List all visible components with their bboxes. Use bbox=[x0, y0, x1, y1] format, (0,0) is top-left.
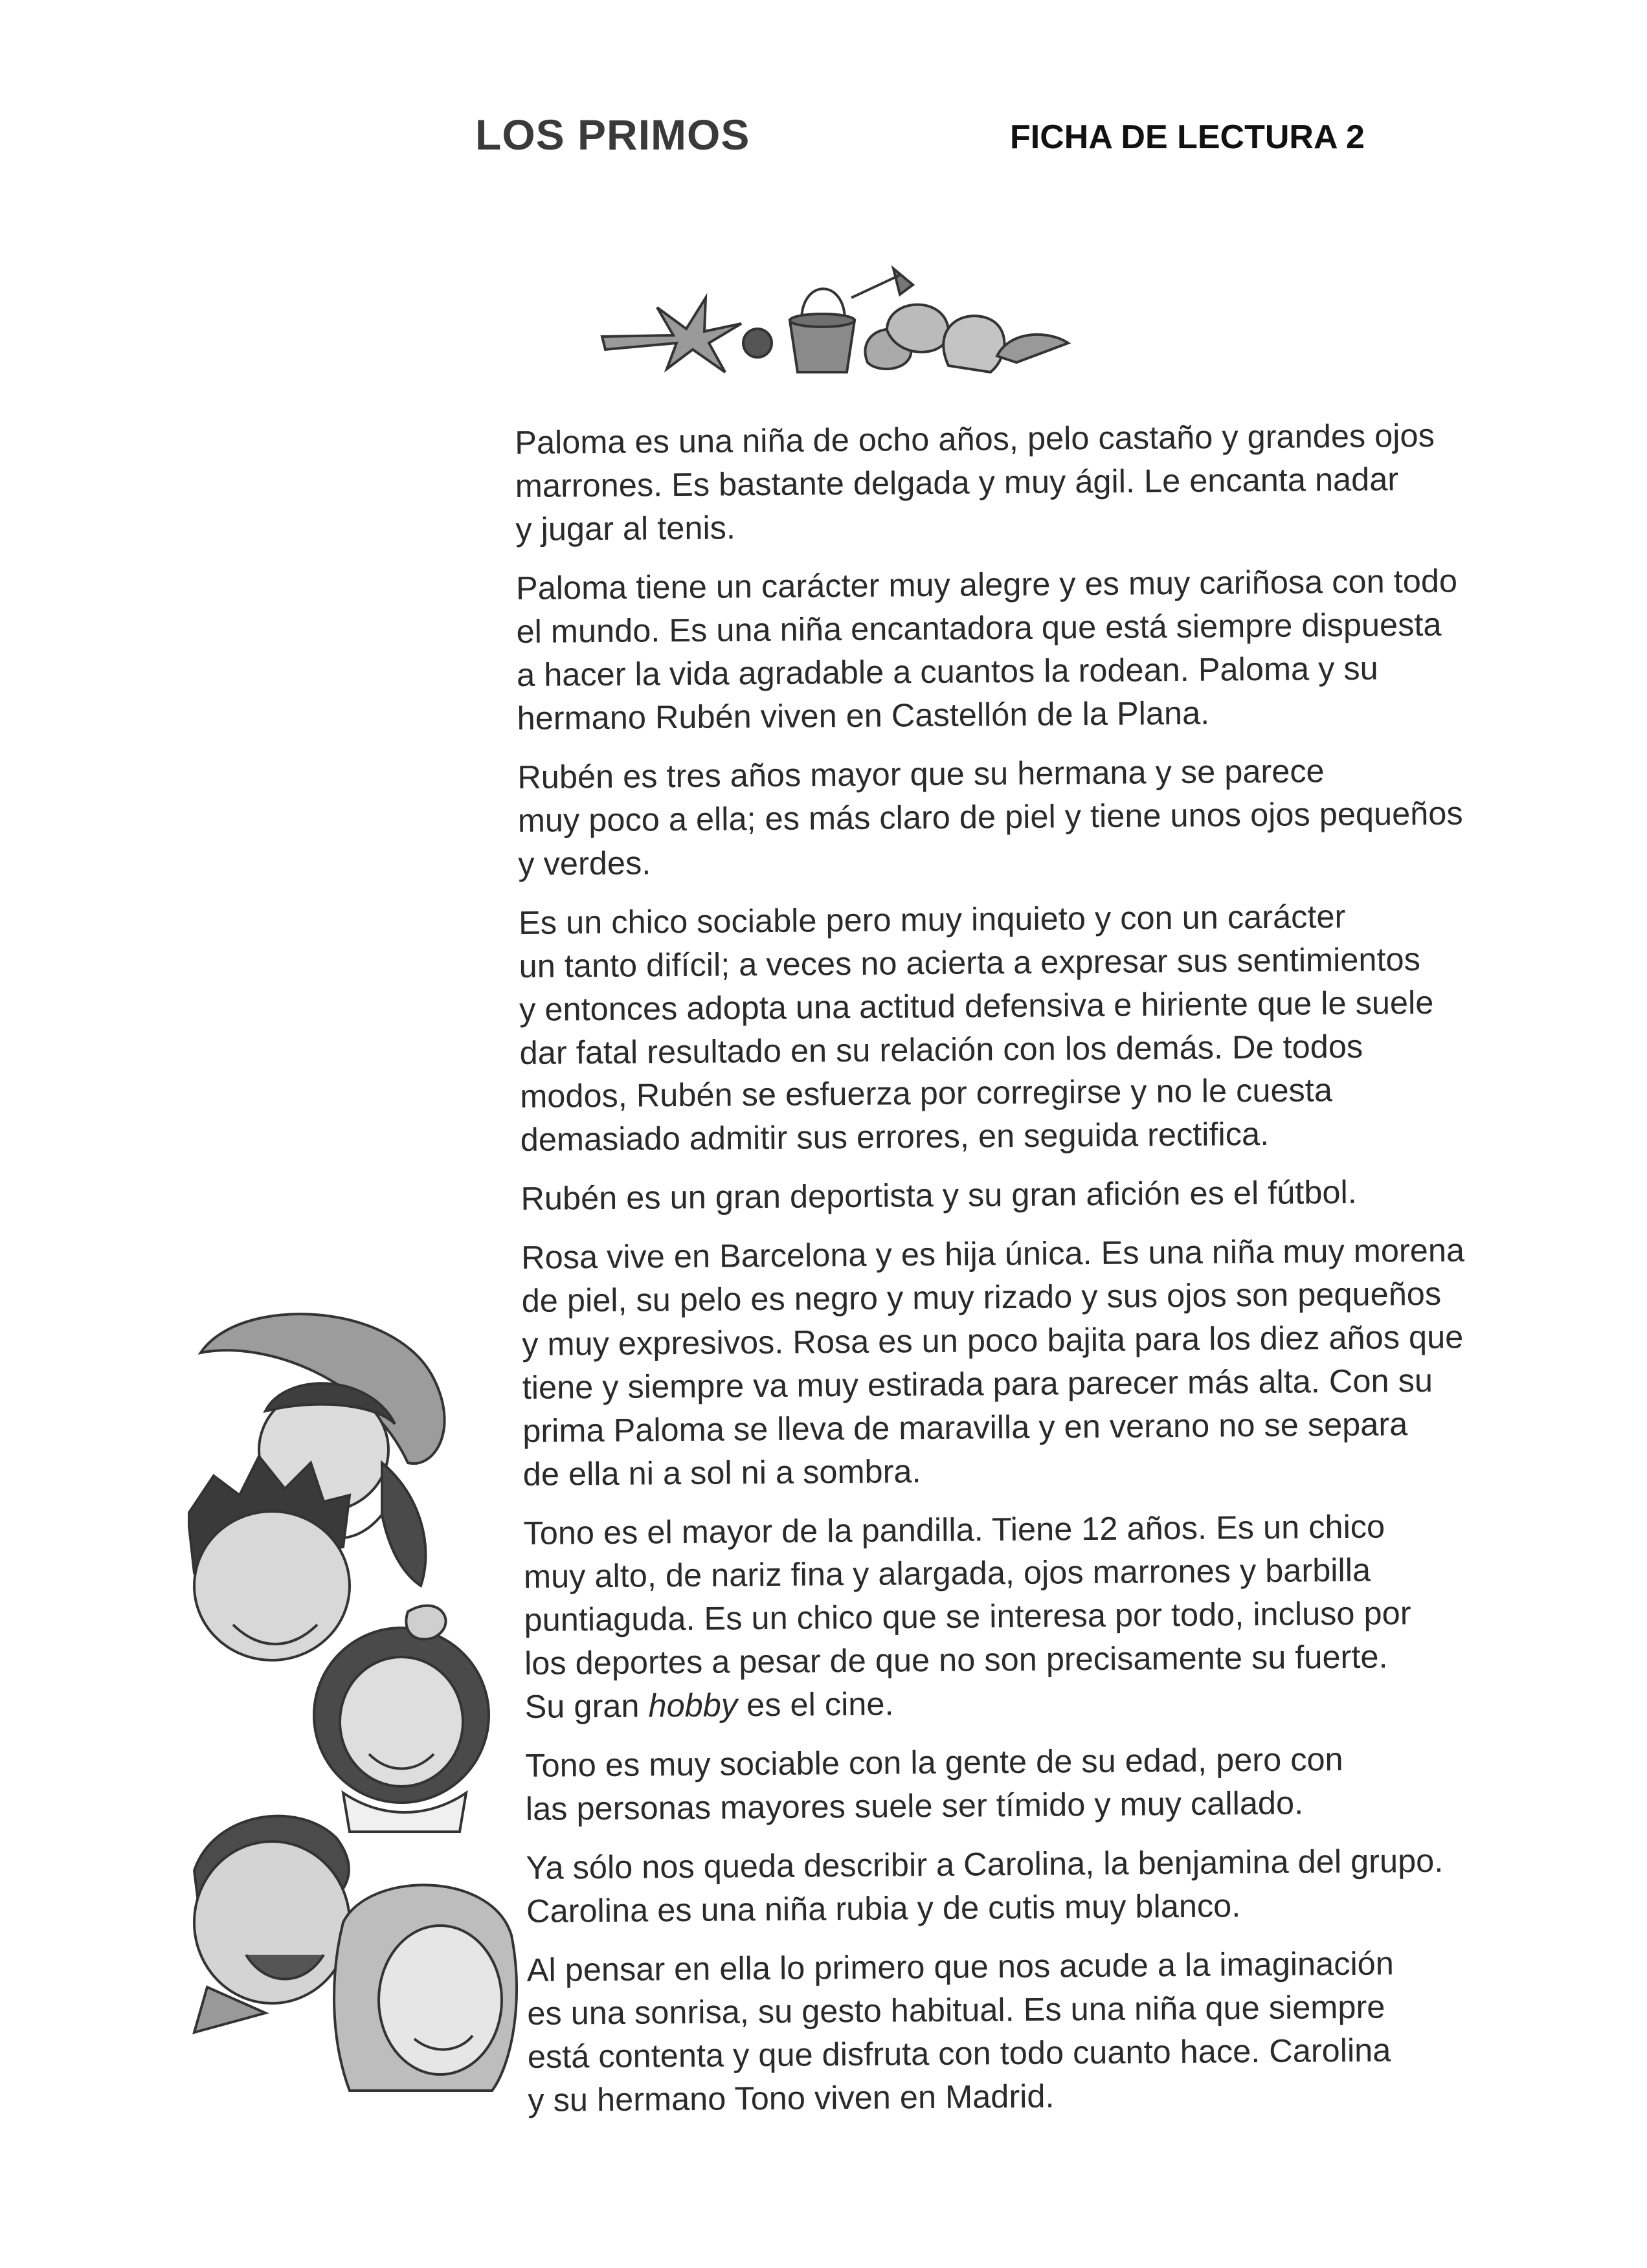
paragraph-ruben bbox=[517, 748, 1535, 885]
text-line: de piel, su pelo es negro y muy rizado y sus ojos son pequeños bbox=[521, 1274, 1442, 1319]
beach-items-illustration bbox=[596, 259, 1088, 388]
hobby-before: Su gran bbox=[524, 1687, 649, 1725]
text-line: está contenta y que disfruta con todo cuanto hace. Carolina bbox=[527, 2031, 1391, 2075]
paragraph-carolina bbox=[526, 1838, 1543, 1933]
text-line: Al pensar en ella lo primero que nos acude a la imaginación bbox=[526, 1944, 1395, 1988]
text-line: y muy expresivos. Rosa es un poco bajita para los diez años que bbox=[521, 1318, 1464, 1362]
paragraph-carolina-character bbox=[527, 1940, 1545, 2122]
spade-icon bbox=[851, 269, 913, 298]
worksheet-label: FICHA DE LECTURA 2 bbox=[1010, 118, 1365, 156]
paragraph-rosa bbox=[521, 1228, 1540, 1496]
text-line: de ella ni a sol ni a sombra. bbox=[522, 1452, 921, 1493]
text-line: y verdes. bbox=[518, 844, 651, 882]
text-line: Carolina es una niña rubia y de cutis muy blanco. bbox=[526, 1887, 1241, 1929]
text-line: Rubén es un gran deportista y su gran afición es el fútbol. bbox=[521, 1173, 1357, 1217]
starfish-icon bbox=[602, 298, 741, 372]
hobby-emphasis: hobby bbox=[648, 1686, 738, 1724]
text-line: Ya sólo nos queda describir a Carolina, la benjamina del grupo. bbox=[526, 1841, 1444, 1886]
text-line: los deportes a pesar de que no son precisamente su fuerte. bbox=[524, 1638, 1388, 1682]
text-line: Es un chico sociable pero muy inquieto y con un carácter bbox=[518, 897, 1346, 941]
text-line: Paloma tiene un carácter muy alegre y es muy cariñosa con todo bbox=[515, 562, 1458, 606]
scallop-icon bbox=[943, 316, 1004, 372]
text-line: Paloma es una niña de ocho años, pelo castaño y grandes ojos bbox=[515, 416, 1435, 461]
paragraph-paloma-character bbox=[516, 559, 1534, 740]
text-line: las personas mayores suele ser tímido y muy callado. bbox=[525, 1784, 1304, 1827]
blonde-girl-face bbox=[334, 1885, 517, 2091]
sea-urchin-icon bbox=[743, 329, 772, 357]
text-line: Tono es muy sociable con la gente de su edad, pero con bbox=[525, 1740, 1343, 1784]
text-line: y entonces adopta una actitud defensiva e hiriente que le suele bbox=[519, 983, 1434, 1028]
text-line: Tono es el mayor de la pandilla. Tiene 12 años. Es un chico bbox=[523, 1507, 1385, 1551]
text-line: prima Paloma se lleva de maravilla y en verano no se separa bbox=[522, 1405, 1408, 1449]
boy-smiling-face bbox=[194, 1816, 350, 2032]
text-line: a hacer la vida agradable a cuantos la rodean. Paloma y su bbox=[516, 649, 1378, 693]
clam-icon bbox=[997, 335, 1068, 362]
curly-girl-face bbox=[314, 1606, 489, 1832]
text-line: Rubén es tres años mayor que su hermana y se parece bbox=[517, 752, 1325, 795]
bucket-icon bbox=[790, 289, 855, 372]
text-line: es una sonrisa, su gesto habitual. Es una niña que siempre bbox=[527, 1988, 1385, 2032]
paragraph-paloma bbox=[515, 413, 1532, 551]
text-line: modos, Rubén se esfuerza por corregirse y no le cuesta bbox=[519, 1071, 1333, 1115]
children-faces-illustration bbox=[188, 1301, 524, 2104]
text-line: y su hermano Tono viven en Madrid. bbox=[528, 2077, 1055, 2118]
text-line: Rosa vive en Barcelona y es hija única. Es una niña muy morena bbox=[521, 1231, 1465, 1276]
text-line: y jugar al tenis. bbox=[515, 509, 736, 548]
text-line: demasiado admitir sus errores, en seguida rectifica. bbox=[520, 1115, 1270, 1158]
text-line: un tanto difícil; a veces no acierta a expresar sus sentimientos bbox=[519, 940, 1421, 984]
text-line: marrones. Es bastante delgada y muy ágil. Le encanta nadar bbox=[515, 460, 1399, 504]
text-line: tiene y siempre va muy estirada para parecer más alta. Con su bbox=[522, 1361, 1433, 1406]
paragraph-tono-character bbox=[525, 1736, 1542, 1830]
text-line: muy alto, de nariz fina y alargada, ojos marrones y barbilla bbox=[523, 1551, 1371, 1595]
paragraph-ruben-sport bbox=[521, 1169, 1537, 1220]
text-line-hobby bbox=[524, 1677, 1541, 1728]
text-line: puntiaguda. Es un chico que se interesa por todo, incluso por bbox=[524, 1594, 1411, 1638]
paragraph-tono bbox=[523, 1504, 1541, 1728]
hobby-after: es el cine. bbox=[737, 1685, 894, 1724]
text-line: dar fatal resultado en su relación con los demás. De todos bbox=[519, 1027, 1363, 1071]
text-line: el mundo. Es una niña encantadora que está siempre dispuesta bbox=[516, 605, 1442, 650]
page-title: LOS PRIMOS bbox=[475, 111, 750, 159]
paragraph-ruben-character bbox=[519, 893, 1537, 1161]
text-line: hermano Rubén viven en Castellón de la Plana. bbox=[517, 694, 1210, 737]
text-line: muy poco a ella; es más claro de piel y tiene unos ojos pequeños bbox=[517, 794, 1463, 839]
reading-text bbox=[515, 413, 1545, 2122]
